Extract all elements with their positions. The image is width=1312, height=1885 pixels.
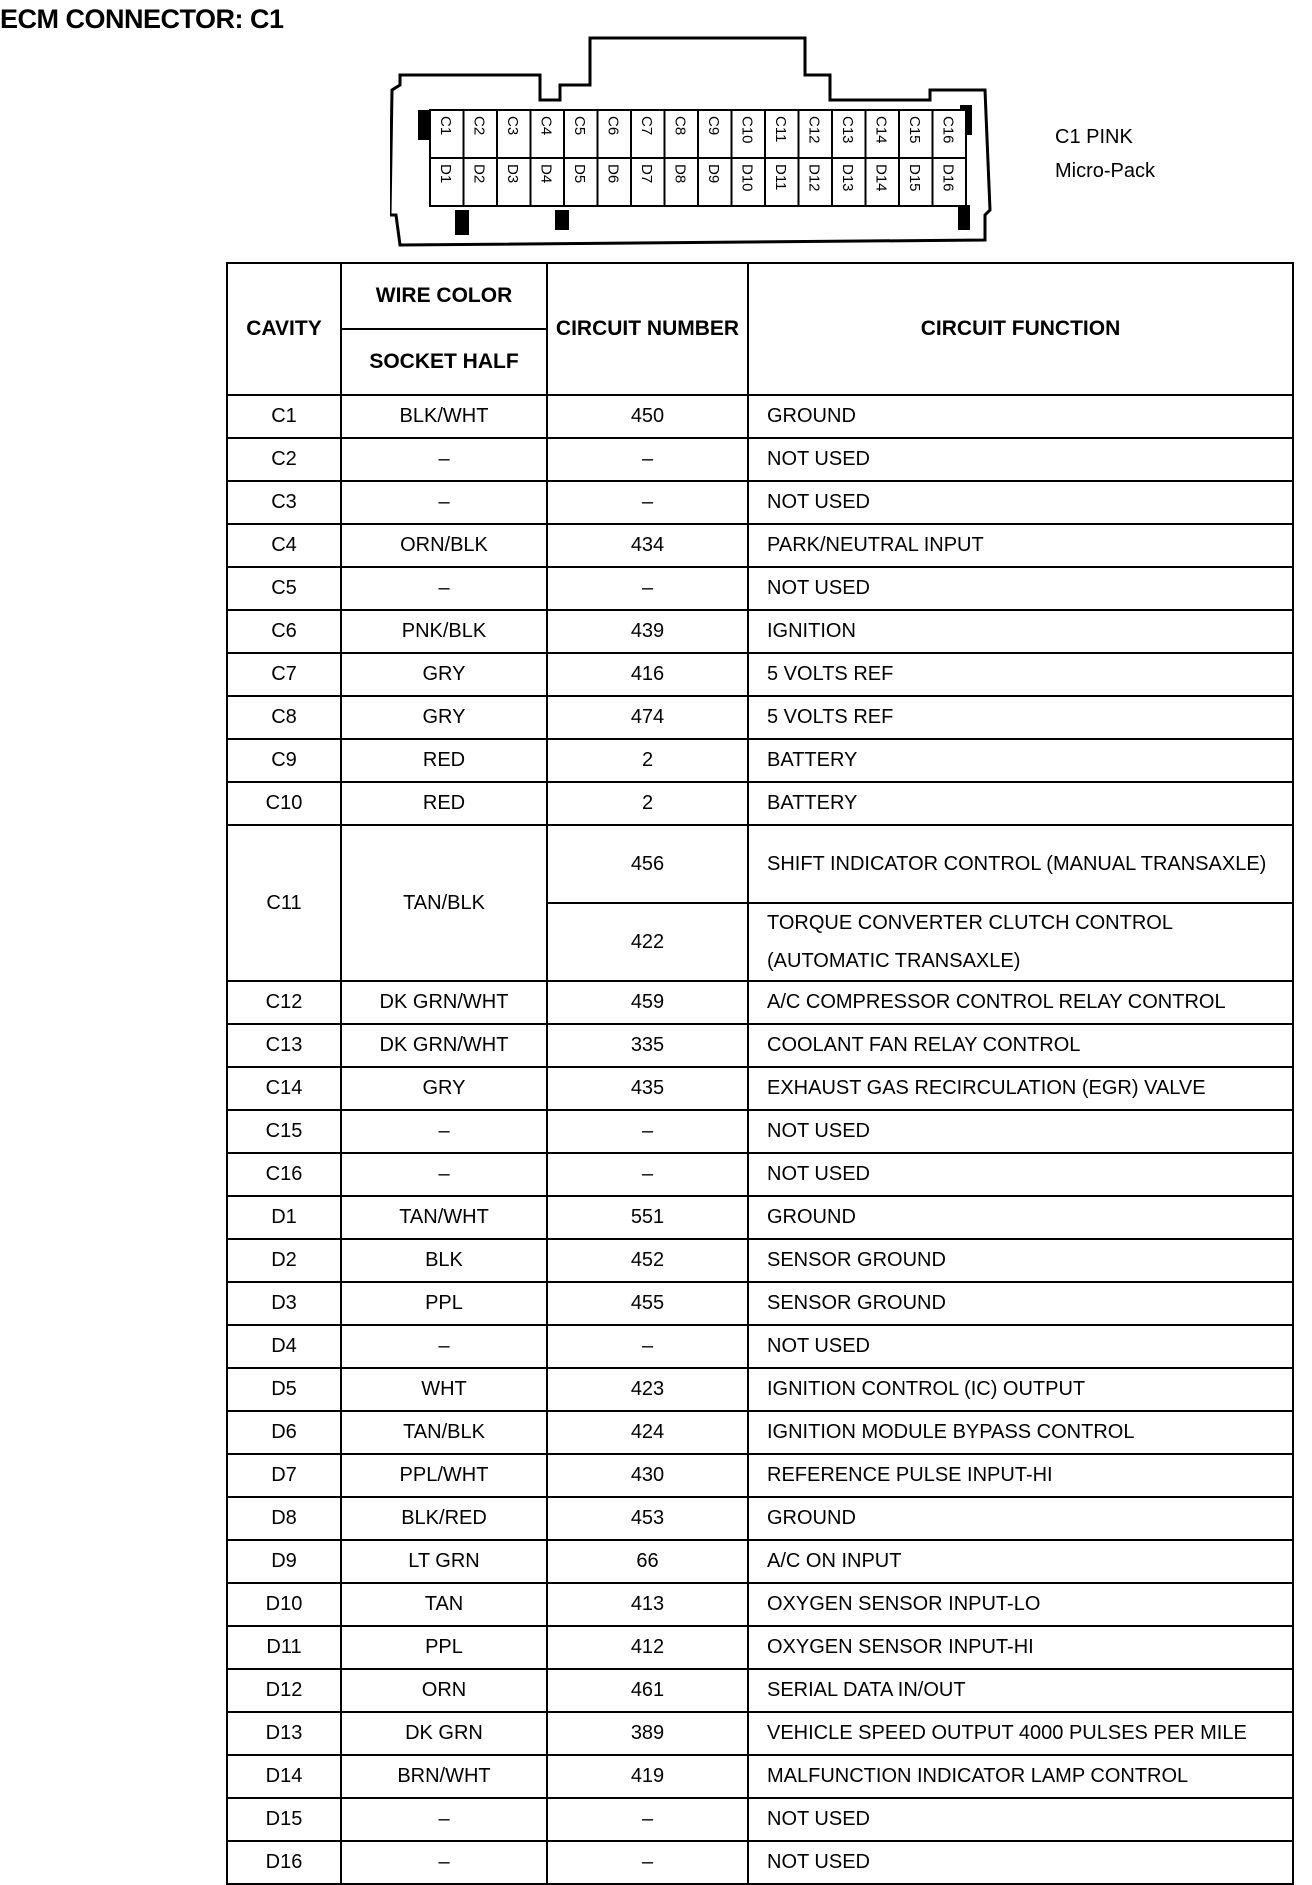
connector-pin-label: D15 — [905, 164, 923, 192]
table-row — [227, 1282, 1293, 1325]
cavity-cell: C9 — [227, 739, 341, 782]
circuit-function-cell: A/C COMPRESSOR CONTROL RELAY CONTROL — [748, 981, 1293, 1024]
circuit-function-cell: NOT USED — [748, 1841, 1293, 1884]
table-row — [227, 1411, 1293, 1454]
table-row — [227, 1325, 1293, 1368]
circuit-number-cell: 434 — [547, 524, 748, 567]
table-row — [227, 524, 1293, 567]
table-row — [227, 1024, 1293, 1067]
wire-color-cell: GRY — [341, 696, 547, 739]
connector-diagram — [390, 30, 1010, 265]
wire-color-cell: ORN — [341, 1669, 547, 1712]
table-row — [227, 1153, 1293, 1196]
table-row — [227, 438, 1293, 481]
cavity-cell: D14 — [227, 1755, 341, 1798]
connector-pin-label: C9 — [704, 116, 722, 136]
wire-color-cell: – — [341, 1841, 547, 1884]
circuit-function-cell: GROUND — [748, 1196, 1293, 1239]
circuit-function-cell: SERIAL DATA IN/OUT — [748, 1669, 1293, 1712]
connector-pin-label: C6 — [604, 116, 622, 136]
circuit-number-cell: 461 — [547, 1669, 748, 1712]
wire-color-cell: PPL — [341, 1282, 547, 1325]
table-row — [227, 1626, 1293, 1669]
connector-color: C1 PINK — [1055, 126, 1133, 148]
cavity-cell: D9 — [227, 1540, 341, 1583]
circuit-number-cell: 412 — [547, 1626, 748, 1669]
connector-pin-label: D7 — [637, 164, 655, 184]
connector-pin-label: C16 — [939, 116, 957, 144]
circuit-number-cell: – — [547, 438, 748, 481]
circuit-number-cell: 2 — [547, 782, 748, 825]
header-cavity: CAVITY — [227, 263, 341, 395]
circuit-function-cell: OXYGEN SENSOR INPUT-HI — [748, 1626, 1293, 1669]
cavity-cell: D12 — [227, 1669, 341, 1712]
connector-pin-label: C5 — [570, 116, 588, 136]
cavity-cell: D4 — [227, 1325, 341, 1368]
cavity-cell: D2 — [227, 1239, 341, 1282]
header-wire-color: WIRE COLOR — [341, 263, 547, 329]
circuit-function-cell: PARK/NEUTRAL INPUT — [748, 524, 1293, 567]
wire-color-cell: PPL/WHT — [341, 1454, 547, 1497]
circuit-number-cell: – — [547, 567, 748, 610]
table-row — [227, 739, 1293, 782]
wire-color-cell: TAN/BLK — [341, 825, 547, 981]
header-socket-half: SOCKET HALF — [341, 329, 547, 395]
circuit-function-cell: NOT USED — [748, 481, 1293, 524]
wire-color-cell: – — [341, 1798, 547, 1841]
circuit-number-cell: 66 — [547, 1540, 748, 1583]
table-row — [227, 1583, 1293, 1626]
circuit-function-cell: SENSOR GROUND — [748, 1282, 1293, 1325]
wire-color-cell: RED — [341, 739, 547, 782]
wire-color-cell: DK GRN/WHT — [341, 1024, 547, 1067]
circuit-number-cell: – — [547, 1841, 748, 1884]
table-row — [227, 696, 1293, 739]
circuit-number-cell: 435 — [547, 1067, 748, 1110]
table-row — [227, 1368, 1293, 1411]
circuit-number-cell: 452 — [547, 1239, 748, 1282]
circuit-number-cell: – — [547, 1153, 748, 1196]
circuit-function-cell: GROUND — [748, 395, 1293, 438]
table-row — [227, 653, 1293, 696]
table-row — [227, 567, 1293, 610]
cavity-cell: C8 — [227, 696, 341, 739]
circuit-function-cell: VEHICLE SPEED OUTPUT 4000 PULSES PER MILE — [748, 1712, 1293, 1755]
wire-color-cell: WHT — [341, 1368, 547, 1411]
wire-color-cell: LT GRN — [341, 1540, 547, 1583]
circuit-number-cell: 423 — [547, 1368, 748, 1411]
circuit-number-cell: 430 — [547, 1454, 748, 1497]
circuit-function-cell: IGNITION MODULE BYPASS CONTROL — [748, 1411, 1293, 1454]
header-circuit-function: CIRCUIT FUNCTION — [748, 263, 1293, 395]
wire-color-cell: ORN/BLK — [341, 524, 547, 567]
cavity-cell: C13 — [227, 1024, 341, 1067]
wire-color-cell: TAN — [341, 1583, 547, 1626]
cavity-cell: D7 — [227, 1454, 341, 1497]
cavity-cell: C5 — [227, 567, 341, 610]
wire-color-cell: – — [341, 1153, 547, 1196]
wire-color-cell: RED — [341, 782, 547, 825]
wire-color-cell: BLK/WHT — [341, 395, 547, 438]
cavity-cell: C14 — [227, 1067, 341, 1110]
table-row — [227, 981, 1293, 1024]
cavity-cell: D15 — [227, 1798, 341, 1841]
circuit-number-cell: 389 — [547, 1712, 748, 1755]
cavity-cell: D13 — [227, 1712, 341, 1755]
table-row — [227, 1239, 1293, 1282]
circuit-function-cell: NOT USED — [748, 1325, 1293, 1368]
circuit-number-cell: 551 — [547, 1196, 748, 1239]
cavity-cell: C6 — [227, 610, 341, 653]
table-row — [227, 395, 1293, 438]
cavity-cell: C12 — [227, 981, 341, 1024]
cavity-cell: D5 — [227, 1368, 341, 1411]
connector-pin-label: D11 — [771, 164, 789, 191]
connector-pin-label: D4 — [537, 164, 555, 184]
connector-pin-label: C12 — [805, 116, 823, 144]
circuit-function-cell: IGNITION CONTROL (IC) OUTPUT — [748, 1368, 1293, 1411]
circuit-function-cell: BATTERY — [748, 739, 1293, 782]
circuit-function-cell: MALFUNCTION INDICATOR LAMP CONTROL — [748, 1755, 1293, 1798]
circuit-number-cell: 459 — [547, 981, 748, 1024]
circuit-number-cell: 335 — [547, 1024, 748, 1067]
wire-color-cell: – — [341, 481, 547, 524]
circuit-number-cell: – — [547, 1110, 748, 1153]
circuit-function-cell: NOT USED — [748, 438, 1293, 481]
table-row — [227, 782, 1293, 825]
circuit-number-cell: – — [547, 1325, 748, 1368]
circuit-function-cell: 5 VOLTS REF — [748, 696, 1293, 739]
circuit-function-cell: 5 VOLTS REF — [748, 653, 1293, 696]
connector-pin-label: D6 — [604, 164, 622, 184]
wire-color-cell: BRN/WHT — [341, 1755, 547, 1798]
circuit-number-cell: 422 — [547, 903, 748, 981]
circuit-number-cell: 453 — [547, 1497, 748, 1540]
circuit-function-cell: SHIFT INDICATOR CONTROL (MANUAL TRANSAXLE) — [748, 825, 1293, 903]
table-row — [227, 1755, 1293, 1798]
cavity-cell: D1 — [227, 1196, 341, 1239]
connector-pin-label: C10 — [738, 116, 756, 144]
circuit-function-cell: REFERENCE PULSE INPUT-HI — [748, 1454, 1293, 1497]
connector-pin-label: C1 — [436, 116, 454, 136]
table-row — [227, 825, 1293, 903]
cavity-cell: D11 — [227, 1626, 341, 1669]
connector-pin-label: D10 — [738, 164, 756, 192]
circuit-number-cell: 474 — [547, 696, 748, 739]
circuit-function-cell: GROUND — [748, 1497, 1293, 1540]
wire-color-cell: – — [341, 1110, 547, 1153]
connector-pin-label: D9 — [704, 164, 722, 184]
table-row — [227, 610, 1293, 653]
cavity-cell: D16 — [227, 1841, 341, 1884]
connector-pin-label: D2 — [470, 164, 488, 184]
connector-type: Micro-Pack — [1055, 160, 1156, 182]
connector-pin-label: C3 — [503, 116, 521, 136]
wire-color-cell: PPL — [341, 1626, 547, 1669]
cavity-cell: C4 — [227, 524, 341, 567]
wire-color-cell: BLK — [341, 1239, 547, 1282]
circuit-function-cell: OXYGEN SENSOR INPUT-LO — [748, 1583, 1293, 1626]
cavity-cell: C10 — [227, 782, 341, 825]
circuit-function-cell: COOLANT FAN RELAY CONTROL — [748, 1024, 1293, 1067]
circuit-function-cell: BATTERY — [748, 782, 1293, 825]
cavity-cell: D8 — [227, 1497, 341, 1540]
circuit-function-cell: EXHAUST GAS RECIRCULATION (EGR) VALVE — [748, 1067, 1293, 1110]
wire-color-cell: GRY — [341, 653, 547, 696]
table-row — [227, 1841, 1293, 1884]
cavity-cell: C15 — [227, 1110, 341, 1153]
connector-pin-label: D12 — [805, 164, 823, 192]
connector-pin-label: C7 — [637, 116, 655, 136]
circuit-number-cell: 439 — [547, 610, 748, 653]
circuit-function-cell: A/C ON INPUT — [748, 1540, 1293, 1583]
table-row — [227, 1540, 1293, 1583]
connector-pin-label: D3 — [503, 164, 521, 184]
wire-color-cell: TAN/BLK — [341, 1411, 547, 1454]
circuit-number-cell: – — [547, 481, 748, 524]
connector-pin-label: C15 — [905, 116, 923, 144]
circuit-number-cell: 455 — [547, 1282, 748, 1325]
circuit-number-cell: 424 — [547, 1411, 748, 1454]
page-title: ECM CONNECTOR: C1 — [0, 4, 284, 34]
wire-color-cell: DK GRN — [341, 1712, 547, 1755]
circuit-number-cell: 2 — [547, 739, 748, 782]
wire-color-cell: TAN/WHT — [341, 1196, 547, 1239]
connector-pin-label: D16 — [939, 164, 957, 192]
connector-label — [1055, 120, 1155, 188]
pinout-table — [226, 262, 1294, 1885]
cavity-cell: C16 — [227, 1153, 341, 1196]
table-row — [227, 1497, 1293, 1540]
cavity-cell: C1 — [227, 395, 341, 438]
connector-pin-label: C11 — [771, 116, 789, 143]
connector-pin-label: D1 — [436, 164, 454, 184]
connector-pin-label: D13 — [838, 164, 856, 192]
cavity-cell: D6 — [227, 1411, 341, 1454]
cavity-cell: C2 — [227, 438, 341, 481]
connector-pin-label: D5 — [570, 164, 588, 184]
table-row — [227, 1196, 1293, 1239]
wire-color-cell: DK GRN/WHT — [341, 981, 547, 1024]
table-row — [227, 1669, 1293, 1712]
circuit-number-cell: 456 — [547, 825, 748, 903]
circuit-function-cell: NOT USED — [748, 1798, 1293, 1841]
wire-color-cell: BLK/RED — [341, 1497, 547, 1540]
header-circuit-number: CIRCUIT NUMBER — [547, 263, 748, 395]
circuit-number-cell: – — [547, 1798, 748, 1841]
circuit-number-cell: 413 — [547, 1583, 748, 1626]
table-row — [227, 1712, 1293, 1755]
circuit-function-cell: NOT USED — [748, 567, 1293, 610]
circuit-function-cell: TORQUE CONVERTER CLUTCH CONTROL (AUTOMATIC TRANSAXLE) — [748, 903, 1293, 981]
table-row — [227, 1798, 1293, 1841]
circuit-function-cell: IGNITION — [748, 610, 1293, 653]
wire-color-cell: – — [341, 1325, 547, 1368]
circuit-number-cell: 416 — [547, 653, 748, 696]
cavity-cell: C11 — [227, 825, 341, 981]
cavity-cell: C3 — [227, 481, 341, 524]
connector-pin-label: D14 — [872, 164, 890, 192]
connector-pin-label: C4 — [537, 116, 555, 136]
wire-color-cell: – — [341, 567, 547, 610]
connector-pin-label: C14 — [872, 116, 890, 144]
connector-pin-label: C2 — [470, 116, 488, 136]
connector-pin-label: C8 — [671, 116, 689, 136]
table-row — [227, 1067, 1293, 1110]
cavity-cell: D3 — [227, 1282, 341, 1325]
wire-color-cell: PNK/BLK — [341, 610, 547, 653]
table-row — [227, 1454, 1293, 1497]
wire-color-cell: – — [341, 438, 547, 481]
circuit-number-cell: 450 — [547, 395, 748, 438]
wire-color-cell: GRY — [341, 1067, 547, 1110]
table-row — [227, 1110, 1293, 1153]
cavity-cell: C7 — [227, 653, 341, 696]
connector-pin-label: C13 — [838, 116, 856, 144]
circuit-function-cell: NOT USED — [748, 1153, 1293, 1196]
circuit-number-cell: 419 — [547, 1755, 748, 1798]
circuit-function-cell: SENSOR GROUND — [748, 1239, 1293, 1282]
cavity-cell: D10 — [227, 1583, 341, 1626]
connector-pin-label: D8 — [671, 164, 689, 184]
table-row — [227, 481, 1293, 524]
circuit-function-cell: NOT USED — [748, 1110, 1293, 1153]
